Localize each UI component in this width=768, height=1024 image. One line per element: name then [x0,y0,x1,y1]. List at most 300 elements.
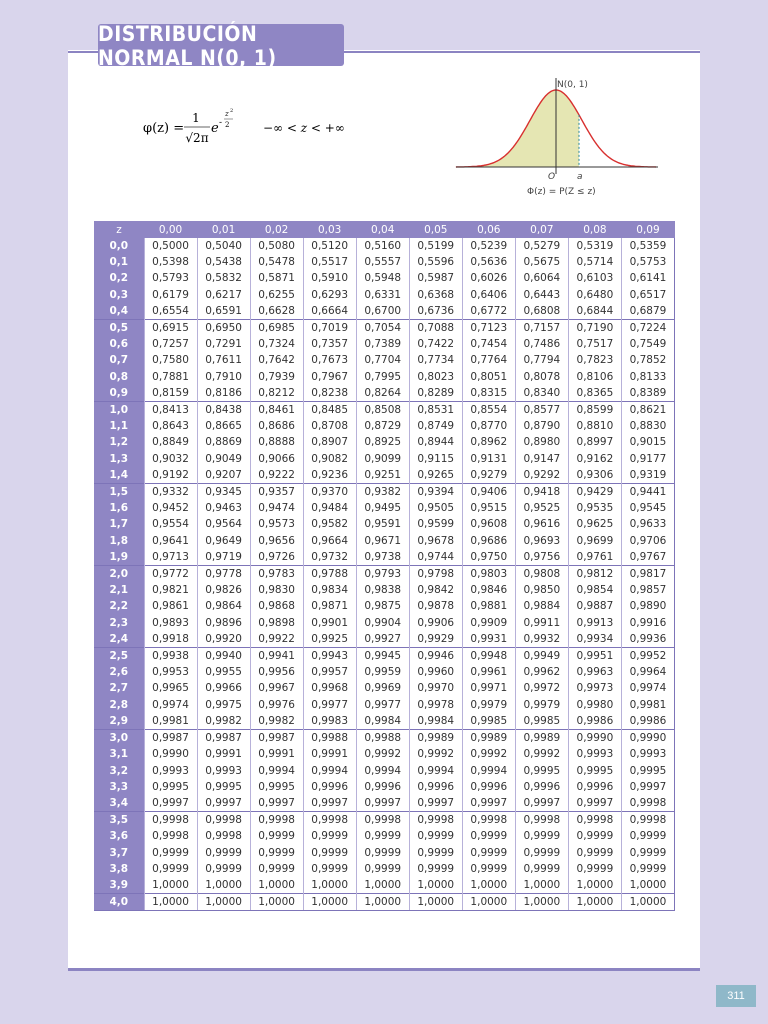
table-row [94,451,675,467]
probability-cell: 0,9999 [356,828,409,844]
probability-cell: 0,8289 [409,385,462,402]
probability-cell: 0,9999 [515,845,568,861]
header-col: 0,05 [409,221,462,238]
probability-cell: 0,6554 [144,303,197,320]
probability-cell: 0,9998 [144,812,197,829]
table-row [94,828,675,844]
probability-cell: 0,9985 [515,713,568,730]
probability-cell: 0,6879 [621,303,674,320]
probability-cell: 0,9999 [356,861,409,877]
probability-cell: 0,9292 [515,467,568,484]
probability-cell: 0,9904 [356,615,409,631]
probability-cell: 0,9989 [462,730,515,747]
density-formula [143,103,353,153]
z-value-cell: 3,8 [94,861,144,877]
page-title: DISTRIBUCIÓN NORMAL N(0, 1) [98,24,344,66]
table-row [94,664,675,680]
probability-cell: 0,9732 [303,549,356,566]
probability-cell: 0,9998 [515,812,568,829]
probability-cell: 1,0000 [197,894,250,911]
probability-cell: 0,8980 [515,434,568,450]
probability-cell: 0,9898 [250,615,303,631]
probability-cell: 0,9838 [356,582,409,598]
table-row [94,549,675,566]
probability-cell: 0,9925 [303,631,356,648]
probability-cell: 0,9999 [568,845,621,861]
probability-cell: 0,9545 [621,500,674,516]
probability-cell: 0,9994 [250,763,303,779]
probability-cell: 0,9463 [197,500,250,516]
z-value-cell: 2,1 [94,582,144,598]
probability-cell: 0,8531 [409,402,462,419]
probability-cell: 0,6217 [197,287,250,303]
bottom-rule [68,968,700,971]
probability-cell: 0,9982 [197,713,250,730]
probability-cell: 0,7190 [568,320,621,337]
probability-cell: 0,9996 [515,779,568,795]
probability-cell: 1,0000 [621,877,674,894]
probability-cell: 0,9115 [409,451,462,467]
probability-cell: 0,9582 [303,516,356,532]
probability-cell: 0,6700 [356,303,409,320]
table-row [94,500,675,516]
probability-cell: 0,8508 [356,402,409,419]
probability-cell: 0,9999 [250,861,303,877]
probability-cell: 0,7794 [515,352,568,368]
table-row [94,779,675,795]
probability-cell: 1,0000 [356,894,409,911]
probability-cell: 0,9738 [356,549,409,566]
probability-cell: 0,9992 [356,746,409,762]
probability-cell: 0,9997 [250,795,303,812]
probability-cell: 0,7517 [568,336,621,352]
probability-cell: 0,9846 [462,582,515,598]
z-value-cell: 2,9 [94,713,144,730]
probability-cell: 0,9664 [303,533,356,549]
table-row [94,418,675,434]
probability-cell: 0,9515 [462,500,515,516]
probability-cell: 0,9981 [621,697,674,713]
probability-cell: 0,9382 [356,484,409,501]
table-row [94,598,675,614]
probability-cell: 0,6480 [568,287,621,303]
z-value-cell: 1,8 [94,533,144,549]
z-value-cell: 4,0 [94,894,144,911]
probability-cell: 0,9857 [621,582,674,598]
z-value-cell: 2,6 [94,664,144,680]
probability-cell: 0,9706 [621,533,674,549]
table-row [94,352,675,368]
probability-cell: 0,9932 [515,631,568,648]
probability-cell: 0,5040 [197,238,250,254]
formula-svg [143,103,353,153]
z-table [94,221,675,911]
probability-cell: 0,9082 [303,451,356,467]
table-header-row [94,221,675,238]
table-row [94,730,675,747]
table-row [94,566,675,583]
probability-cell: 1,0000 [356,877,409,894]
probability-cell: 0,7389 [356,336,409,352]
formula-numerator: 1 [192,111,200,125]
probability-cell: 0,9974 [144,697,197,713]
z-value-cell: 3,2 [94,763,144,779]
table-row [94,516,675,532]
probability-cell: 0,9948 [462,648,515,665]
z-value-cell: 3,1 [94,746,144,762]
probability-cell: 0,8461 [250,402,303,419]
probability-cell: 0,6808 [515,303,568,320]
probability-cell: 0,9994 [409,763,462,779]
probability-cell: 0,6985 [250,320,303,337]
probability-cell: 0,9418 [515,484,568,501]
probability-cell: 0,9977 [356,697,409,713]
probability-cell: 0,9972 [515,680,568,696]
probability-cell: 1,0000 [515,877,568,894]
probability-cell: 0,6628 [250,303,303,320]
probability-cell: 0,9887 [568,598,621,614]
table-row [94,795,675,812]
probability-cell: 1,0000 [303,894,356,911]
probability-cell: 0,9927 [356,631,409,648]
table-row [94,369,675,385]
z-value-cell: 0,0 [94,238,144,254]
probability-cell: 0,9842 [409,582,462,598]
probability-cell: 0,9370 [303,484,356,501]
probability-cell: 1,0000 [250,894,303,911]
probability-cell: 0,9207 [197,467,250,484]
probability-cell: 0,8770 [462,418,515,434]
probability-cell: 0,9980 [568,697,621,713]
probability-cell: 1,0000 [409,894,462,911]
formula-exp-sign: - [219,118,223,128]
probability-cell: 0,9999 [409,861,462,877]
probability-cell: 0,7019 [303,320,356,337]
table-row [94,238,675,254]
probability-cell: 0,9279 [462,467,515,484]
probability-cell: 0,9951 [568,648,621,665]
header-col: 0,01 [197,221,250,238]
probability-cell: 0,9808 [515,566,568,583]
probability-cell: 0,8810 [568,418,621,434]
probability-cell: 0,9999 [250,845,303,861]
probability-cell: 0,5948 [356,270,409,286]
probability-cell: 0,5675 [515,254,568,270]
probability-cell: 0,9989 [409,730,462,747]
header-col: 0,07 [515,221,568,238]
probability-cell: 0,9893 [144,615,197,631]
probability-cell: 0,8186 [197,385,250,402]
table-row [94,484,675,501]
probability-cell: 0,5080 [250,238,303,254]
table-row [94,320,675,337]
probability-cell: 0,9979 [462,697,515,713]
probability-cell: 0,9920 [197,631,250,648]
probability-cell: 0,9441 [621,484,674,501]
probability-cell: 0,8413 [144,402,197,419]
page-number: 311 [716,985,756,1007]
probability-cell: 0,9997 [144,795,197,812]
probability-cell: 0,9987 [197,730,250,747]
probability-cell: 0,9976 [250,697,303,713]
probability-cell: 0,9999 [303,828,356,844]
probability-cell: 0,9916 [621,615,674,631]
probability-cell: 0,8849 [144,434,197,450]
probability-cell: 0,9949 [515,648,568,665]
probability-cell: 0,8621 [621,402,674,419]
probability-cell: 0,9978 [409,697,462,713]
probability-cell: 0,9983 [303,713,356,730]
probability-cell: 0,9999 [197,861,250,877]
table-body [94,238,675,911]
z-value-cell: 0,1 [94,254,144,270]
z-value-cell: 1,5 [94,484,144,501]
header-col: 0,06 [462,221,515,238]
probability-cell: 0,7764 [462,352,515,368]
probability-cell: 0,9998 [197,828,250,844]
probability-cell: 0,9265 [409,467,462,484]
probability-cell: 0,9987 [144,730,197,747]
probability-cell: 0,9990 [621,730,674,747]
probability-cell: 0,5359 [621,238,674,254]
table-row [94,713,675,730]
probability-cell: 0,9998 [462,812,515,829]
probability-cell: 0,9974 [621,680,674,696]
probability-cell: 0,9995 [197,779,250,795]
probability-cell: 0,9997 [409,795,462,812]
probability-cell: 1,0000 [568,894,621,911]
probability-cell: 0,9756 [515,549,568,566]
probability-cell: 0,6950 [197,320,250,337]
probability-cell: 0,9525 [515,500,568,516]
probability-cell: 0,9573 [250,516,303,532]
probability-cell: 0,8212 [250,385,303,402]
table-row [94,270,675,286]
probability-cell: 0,9970 [409,680,462,696]
probability-cell: 0,9999 [568,828,621,844]
probability-cell: 0,6844 [568,303,621,320]
z-value-cell: 0,8 [94,369,144,385]
probability-cell: 0,9995 [515,763,568,779]
probability-cell: 0,8790 [515,418,568,434]
table-row [94,861,675,877]
probability-cell: 0,9982 [250,713,303,730]
probability-cell: 0,9999 [621,861,674,877]
probability-cell: 0,8925 [356,434,409,450]
probability-cell: 0,9955 [197,664,250,680]
probability-cell: 0,9929 [409,631,462,648]
probability-cell: 0,8264 [356,385,409,402]
probability-cell: 1,0000 [197,877,250,894]
probability-cell: 0,9826 [197,582,250,598]
probability-cell: 0,8729 [356,418,409,434]
probability-cell: 0,9992 [515,746,568,762]
probability-cell: 0,9999 [462,828,515,844]
z-value-cell: 0,9 [94,385,144,402]
probability-cell: 0,9957 [303,664,356,680]
probability-cell: 0,9911 [515,615,568,631]
probability-cell: 0,9996 [568,779,621,795]
probability-cell: 1,0000 [462,877,515,894]
z-value-cell: 3,6 [94,828,144,844]
probability-cell: 0,8389 [621,385,674,402]
z-value-cell: 3,9 [94,877,144,894]
probability-cell: 0,9999 [356,845,409,861]
probability-cell: 0,9994 [303,763,356,779]
probability-cell: 0,7324 [250,336,303,352]
probability-cell: 0,9997 [462,795,515,812]
probability-cell: 0,7257 [144,336,197,352]
probability-cell: 0,6064 [515,270,568,286]
probability-cell: 0,9961 [462,664,515,680]
probability-cell: 0,7734 [409,352,462,368]
probability-cell: 0,9015 [621,434,674,450]
z-value-cell: 1,9 [94,549,144,566]
probability-cell: 0,8888 [250,434,303,450]
probability-cell: 0,9999 [197,845,250,861]
probability-cell: 0,9788 [303,566,356,583]
probability-cell: 0,9977 [303,697,356,713]
probability-cell: 0,7642 [250,352,303,368]
probability-cell: 0,8708 [303,418,356,434]
z-value-cell: 0,2 [94,270,144,286]
probability-cell: 0,9345 [197,484,250,501]
probability-cell: 0,9997 [197,795,250,812]
z-value-cell: 3,4 [94,795,144,812]
probability-cell: 0,9906 [409,615,462,631]
header-col: 0,02 [250,221,303,238]
a-label: a [577,172,583,182]
table-row [94,385,675,402]
probability-cell: 1,0000 [144,894,197,911]
shaded-area [456,90,579,167]
table-row [94,845,675,861]
probability-cell: 0,9991 [250,746,303,762]
z-value-cell: 1,3 [94,451,144,467]
probability-cell: 0,9996 [356,779,409,795]
table-row [94,254,675,270]
probability-cell: 0,9177 [621,451,674,467]
probability-cell: 0,9997 [515,795,568,812]
probability-cell: 0,8997 [568,434,621,450]
probability-cell: 0,5910 [303,270,356,286]
probability-cell: 0,9987 [250,730,303,747]
z-value-cell: 2,0 [94,566,144,583]
probability-cell: 0,9162 [568,451,621,467]
probability-cell: 0,5987 [409,270,462,286]
normal-table [94,221,675,911]
probability-cell: 0,7611 [197,352,250,368]
probability-cell: 0,7157 [515,320,568,337]
probability-cell: 0,8133 [621,369,674,385]
probability-cell: 0,9999 [568,861,621,877]
probability-cell: 0,9999 [621,828,674,844]
z-value-cell: 0,4 [94,303,144,320]
probability-cell: 0,9834 [303,582,356,598]
probability-cell: 0,6103 [568,270,621,286]
probability-cell: 0,9984 [356,713,409,730]
probability-cell: 0,9996 [462,779,515,795]
probability-cell: 0,9995 [568,763,621,779]
z-value-cell: 0,5 [94,320,144,337]
probability-cell: 0,8340 [515,385,568,402]
probability-cell: 0,9192 [144,467,197,484]
probability-cell: 0,9429 [568,484,621,501]
probability-cell: 0,9591 [356,516,409,532]
probability-cell: 0,9222 [250,467,303,484]
probability-cell: 0,9783 [250,566,303,583]
probability-cell: 0,9599 [409,516,462,532]
probability-cell: 0,8577 [515,402,568,419]
table-row [94,697,675,713]
probability-cell: 0,9931 [462,631,515,648]
probability-cell: 0,8159 [144,385,197,402]
probability-cell: 0,5120 [303,238,356,254]
probability-cell: 0,9999 [462,861,515,877]
normal-curve-graph [452,74,667,209]
probability-cell: 0,9979 [515,697,568,713]
probability-cell: 0,9993 [197,763,250,779]
probability-cell: 0,9131 [462,451,515,467]
probability-cell: 0,9997 [568,795,621,812]
probability-cell: 0,9452 [144,500,197,516]
probability-cell: 0,5279 [515,238,568,254]
probability-cell: 0,9066 [250,451,303,467]
probability-cell: 0,9973 [568,680,621,696]
probability-cell: 0,9871 [303,598,356,614]
probability-cell: 0,9953 [144,664,197,680]
probability-cell: 0,9772 [144,566,197,583]
probability-cell: 0,9744 [409,549,462,566]
probability-cell: 0,9969 [356,680,409,696]
probability-cell: 0,8643 [144,418,197,434]
probability-cell: 0,9994 [462,763,515,779]
probability-cell: 0,9830 [250,582,303,598]
probability-cell: 0,8554 [462,402,515,419]
probability-cell: 0,9990 [144,746,197,762]
probability-cell: 0,9938 [144,648,197,665]
header-col: 0,04 [356,221,409,238]
probability-cell: 0,9564 [197,516,250,532]
probability-cell: 0,9993 [568,746,621,762]
probability-cell: 0,9861 [144,598,197,614]
probability-cell: 0,9936 [621,631,674,648]
probability-cell: 0,9995 [250,779,303,795]
probability-cell: 0,7995 [356,369,409,385]
probability-cell: 0,6179 [144,287,197,303]
probability-cell: 0,9394 [409,484,462,501]
probability-cell: 0,8106 [568,369,621,385]
probability-cell: 0,9726 [250,549,303,566]
probability-cell: 0,9918 [144,631,197,648]
probability-cell: 0,8830 [621,418,674,434]
probability-cell: 1,0000 [462,894,515,911]
probability-cell: 0,6026 [462,270,515,286]
probability-cell: 0,9985 [462,713,515,730]
probability-cell: 0,6368 [409,287,462,303]
normal-curve-svg [452,74,667,204]
probability-cell: 0,9881 [462,598,515,614]
probability-cell: 0,9967 [250,680,303,696]
z-value-cell: 2,8 [94,697,144,713]
probability-cell: 0,5596 [409,254,462,270]
table-row [94,336,675,352]
z-value-cell: 2,7 [94,680,144,696]
probability-cell: 0,5517 [303,254,356,270]
probability-cell: 1,0000 [144,877,197,894]
probability-cell: 0,9678 [409,533,462,549]
header-col: 0,00 [144,221,197,238]
